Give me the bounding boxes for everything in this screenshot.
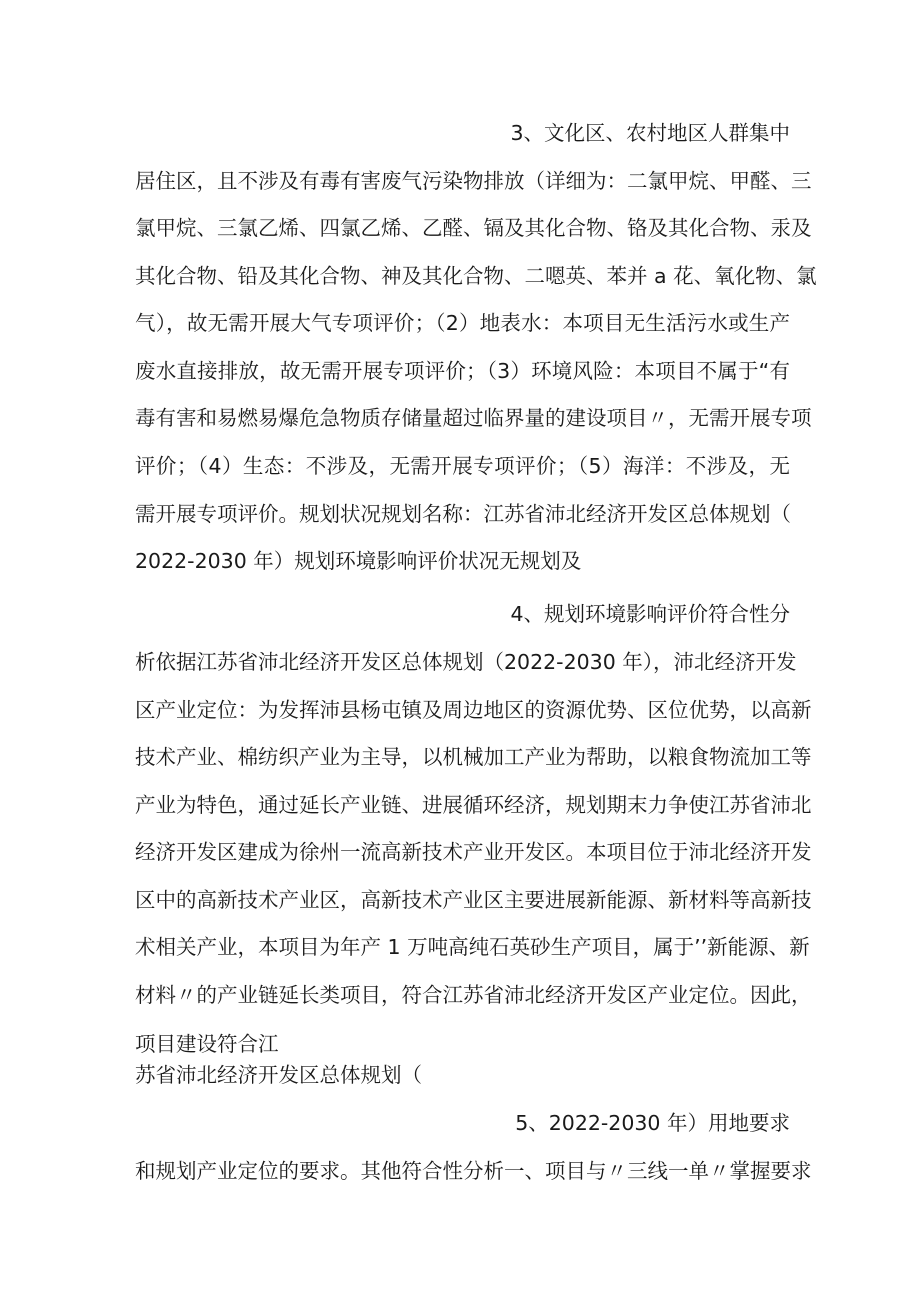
paragraph-line: 经济开发区建成为徐州一流高新技术产业开发区。本项目位于沛北经济开发: [135, 840, 812, 864]
paragraph-line: 气），故无需开展大气专项评价；（2）地表水：本项目无生活污水或生产: [135, 311, 790, 335]
section-3-heading: 3、文化区、农村地区人群集中: [510, 121, 790, 145]
paragraph-line: 居住区，且不涉及有毒有害废气污染物排放（详细为：二氯甲烷、甲醛、三: [135, 169, 812, 193]
paragraph-line: 苏省沛北经济开发区总体规划（: [135, 1063, 422, 1087]
paragraph-line: 析依据江苏省沛北经济开发区总体规划（2022-2030 年），沛北经济开发: [135, 650, 797, 674]
paragraph-line: 技术产业、棉纺织产业为主导，以机械加工产业为帮助，以粮食物流加工等: [135, 745, 812, 769]
section-5-heading: 5、2022-2030 年）用地要求: [515, 1111, 790, 1135]
paragraph-line: 术相关产业，本项目为年产 1 万吨高纯石英砂生产项目，属于’’新能源、新: [135, 935, 810, 959]
paragraph-line: 需开展专项评价。规划状况规划名称：江苏省沛北经济开发区总体规划（: [135, 502, 791, 526]
paragraph-line: 2022-2030 年）规划环境影响评价状况无规划及: [135, 549, 582, 573]
paragraph-line: 毒有害和易燃易爆危急物质存储量超过临界量的建设项目〃，无需开展专项: [135, 406, 812, 430]
paragraph-line: 评价；（4）生态：不涉及，无需开展专项评价；（5）海洋：不涉及，无: [135, 454, 790, 478]
paragraph-line: 氯甲烷、三氯乙烯、四氯乙烯、乙醛、镉及其化合物、铬及其化合物、汞及: [135, 216, 812, 240]
paragraph-line: 废水直接排放，故无需开展专项评价；（3）环境风险：本项目不属于“有: [135, 359, 790, 383]
paragraph-line: 区中的高新技术产业区，高新技术产业区主要进展新能源、新材料等高新技: [135, 888, 812, 912]
section-4-heading: 4、规划环境影响评价符合性分: [510, 602, 790, 626]
paragraph-line: 材料〃的产业链延长类项目，符合江苏省沛北经济开发区产业定位。因此，: [135, 983, 812, 1007]
paragraph-line: 其化合物、铅及其化合物、神及其化合物、二嗯英、苯并 a 花、氧化物、氯: [135, 264, 817, 288]
paragraph-line: 区产业定位：为发挥沛县杨屯镇及周边地区的资源优势、区位优势，以高新: [135, 698, 812, 722]
paragraph-line: 项目建设符合江: [135, 1032, 279, 1056]
paragraph-line: 和规划产业定位的要求。其他符合性分析一、项目与〃三线一单〃掌握要求: [135, 1159, 812, 1183]
paragraph-line: 产业为特色，通过延长产业链、进展循环经济，规划期末力争使江苏省沛北: [135, 793, 812, 817]
